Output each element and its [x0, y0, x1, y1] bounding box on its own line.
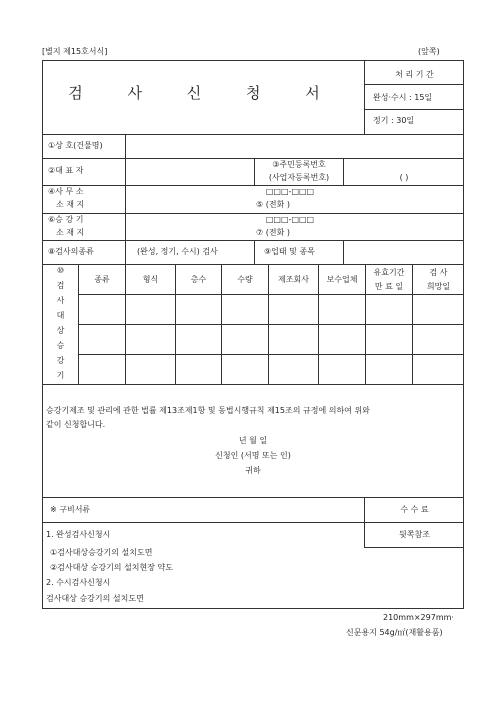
inspection-type-label: ⑧검사의종류 — [48, 247, 94, 256]
document-item-2a: 검사대상 승강기의 설치도면 — [46, 594, 144, 603]
col-header-desired-1: 검 사 — [429, 268, 448, 277]
business-type-label: ⑨업태 및 종목 — [264, 247, 315, 256]
elevator-phone[interactable]: ⑦ (전화 ) — [256, 228, 290, 237]
col-header-type: 종류 — [94, 275, 110, 284]
form-number: [별지 제15호서식] — [42, 47, 108, 56]
col-header-model: 형식 — [142, 275, 159, 284]
col-header-floors: 층수 — [190, 275, 207, 284]
page-side-label: (앞쪽) — [418, 47, 440, 56]
col-header-desired-2: 희망일 — [426, 282, 451, 291]
office-phone[interactable]: ⑤ (전화 ) — [256, 200, 290, 209]
col-header-maintenance: 보수업체 — [326, 275, 358, 284]
statement-line-2: 같이 신청합니다. — [46, 420, 106, 429]
fee-label: 수 수 료 — [400, 505, 429, 514]
col-header-quantity: 수량 — [237, 275, 253, 284]
resident-number-label: ③주민등록번호 — [272, 160, 326, 169]
paper-type: 신문용지 54g/㎡(재활용품) — [346, 628, 443, 637]
trade-name-label: ①상 호(건물명) — [48, 141, 103, 150]
table-side-label-3: 대 — [56, 311, 65, 320]
statement-line-1: 승강기제조 및 관리에 관한 법률 제13조제1항 및 동법시행규칙 제15조의 규정에 의하여 위와 — [46, 406, 370, 415]
applicant-signature: 신청인 (서명 또는 인) — [215, 451, 291, 460]
fee-value: 뒷쪽참조 — [399, 530, 430, 539]
document-item-1a: ①검사대상승강기의 설치도면 — [50, 548, 153, 557]
table-side-label-2: 사 — [56, 296, 65, 305]
document-item-2: 2. 수시검사신청시 — [46, 578, 111, 587]
table-side-label-1: 검 — [56, 281, 65, 290]
form-frame — [42, 60, 464, 609]
application-date: 년 월 일 — [238, 436, 268, 445]
resident-number-field[interactable]: ( ) — [399, 173, 409, 182]
table-side-label-7: 기 — [56, 371, 65, 380]
office-label-2: 소 재 지 — [56, 200, 85, 209]
table-side-label-4: 상 — [56, 326, 65, 335]
required-documents-label: ※ 구비서류 — [50, 505, 91, 514]
paper-size: 210mm×297mm· — [383, 613, 454, 622]
table-side-label-6: 강 — [56, 356, 65, 365]
col-header-validity-2: 만 료 일 — [374, 282, 404, 291]
elevator-location-label-1: ⑥승 강 기 — [48, 215, 84, 224]
office-postal-code[interactable]: □□□-□□□ — [265, 187, 315, 196]
inspection-type-value[interactable]: (완성, 정기, 수시) 검사 — [137, 247, 218, 256]
document-item-1: 1. 완성검사신청시 — [46, 530, 111, 539]
form-title: 검 사 신 청 서 — [68, 84, 340, 102]
business-number-label: (사업자등록번호) — [268, 173, 330, 182]
col-header-manufacturer: 제조회사 — [278, 275, 309, 284]
representative-label: ②대 표 자 — [48, 166, 84, 175]
processing-regular: 정기 : 30일 — [373, 116, 415, 125]
elevator-postal-code[interactable]: □□□-□□□ — [265, 215, 315, 224]
office-label-1: ④사 무 소 — [48, 187, 84, 196]
table-side-label-0: ⑩ — [56, 266, 65, 275]
processing-completion: 완성·수시 : 15일 — [373, 93, 433, 102]
table-side-label-5: 승 — [56, 341, 65, 350]
col-header-validity-1: 유효기간 — [373, 268, 405, 277]
document-item-1b: ②검사대상 승강기의 설치현장 약도 — [50, 563, 173, 572]
processing-period-label: 처 리 기 간 — [395, 70, 434, 79]
elevator-location-label-2: 소 재 지 — [56, 228, 85, 237]
addressee: 귀하 — [245, 466, 261, 475]
